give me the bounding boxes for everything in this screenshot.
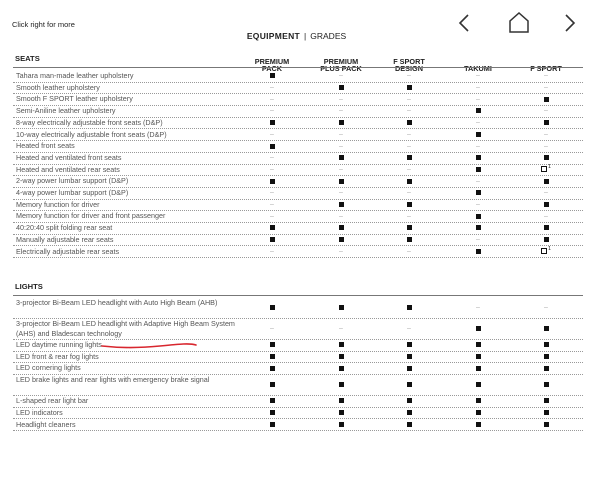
not-available-mark — [521, 82, 571, 94]
standard-mark — [316, 82, 366, 94]
row-label: Headlight cleaners — [16, 419, 76, 429]
not-available-mark — [316, 164, 366, 176]
standard-mark — [384, 419, 434, 431]
section-divider — [13, 295, 583, 296]
dash: – — [544, 84, 548, 92]
standard-mark — [247, 222, 297, 234]
not-available-mark — [247, 82, 297, 94]
dash: – — [270, 84, 274, 92]
table-row — [13, 318, 583, 340]
standard-mark — [521, 199, 571, 211]
dash: – — [407, 247, 411, 255]
standard-mark — [453, 222, 503, 234]
row-label: 2-way power lumbar support (D&P) — [16, 176, 129, 186]
table-row — [13, 419, 583, 432]
dash: – — [270, 189, 274, 197]
standard-mark — [247, 407, 297, 419]
row-label: LED indicators — [16, 407, 63, 417]
dash: – — [476, 236, 480, 244]
standard-mark — [521, 374, 571, 395]
standard-mark — [521, 339, 571, 351]
table-row — [13, 374, 583, 396]
row-label: 8-way electrically adjustable front seats (D&P) — [16, 117, 163, 127]
not-available-mark — [247, 93, 297, 105]
not-available-mark — [316, 246, 366, 258]
dash: – — [407, 107, 411, 115]
column-header-line: PREMIUM — [254, 56, 290, 66]
not-available-mark — [316, 187, 366, 199]
dash: – — [339, 95, 343, 103]
row-label: 3-projector Bi-Beam LED headlight with Auto High Beam (AHB) — [16, 298, 218, 307]
standard-mark — [521, 234, 571, 246]
row-label: Smooth F SPORT leather upholstery — [16, 94, 133, 104]
standard-mark — [247, 339, 297, 351]
standard-mark — [453, 246, 503, 258]
standard-mark — [316, 419, 366, 431]
not-available-mark — [384, 140, 434, 152]
standard-mark — [247, 140, 297, 152]
not-available-mark — [247, 105, 297, 117]
standard-mark — [521, 117, 571, 129]
standard-mark — [247, 419, 297, 431]
optional-mark — [521, 164, 571, 176]
standard-mark — [453, 210, 503, 222]
standard-mark — [521, 222, 571, 234]
standard-mark — [384, 407, 434, 419]
standard-mark — [453, 318, 503, 339]
standard-mark — [521, 351, 571, 363]
optional-mark — [521, 246, 571, 258]
not-available-mark — [316, 93, 366, 105]
dash: – — [476, 119, 480, 127]
standard-mark — [384, 362, 434, 374]
dash: – — [270, 165, 274, 173]
section-divider — [13, 67, 583, 68]
standard-mark — [316, 339, 366, 351]
standard-mark — [453, 164, 503, 176]
dash: – — [407, 189, 411, 197]
dash: – — [270, 201, 274, 209]
red-underline-annotation — [100, 339, 200, 351]
tab-equipment[interactable]: EQUIPMENT — [246, 31, 301, 41]
standard-mark — [316, 362, 366, 374]
standard-mark — [316, 117, 366, 129]
row-label: 4-way power lumbar support (D&P) — [16, 188, 129, 197]
standard-mark — [521, 93, 571, 105]
not-available-mark — [247, 129, 297, 141]
dash: – — [339, 165, 343, 173]
standard-mark — [453, 105, 503, 117]
standard-mark — [384, 351, 434, 363]
standard-mark — [247, 234, 297, 246]
dash: – — [339, 247, 343, 255]
not-available-mark — [384, 93, 434, 105]
standard-mark — [316, 395, 366, 407]
dash: – — [407, 165, 411, 173]
standard-mark — [521, 175, 571, 187]
not-available-mark — [384, 164, 434, 176]
standard-mark — [384, 175, 434, 187]
not-available-mark — [384, 187, 434, 199]
standard-mark — [453, 152, 503, 164]
standard-mark — [453, 395, 503, 407]
standard-mark — [316, 234, 366, 246]
standard-mark — [384, 152, 434, 164]
dash: – — [339, 212, 343, 220]
home-icon[interactable] — [507, 11, 531, 35]
row-label: LED brake lights and rear lights with emergency brake signal — [16, 375, 210, 385]
standard-mark — [316, 152, 366, 164]
row-label: Memory function for driver — [16, 199, 100, 209]
not-available-mark — [247, 199, 297, 211]
standard-mark — [316, 407, 366, 419]
standard-mark — [316, 374, 366, 395]
not-available-mark — [453, 82, 503, 94]
dash: – — [544, 189, 548, 197]
row-label: LED front & rear fog lights — [16, 351, 99, 361]
standard-mark — [384, 117, 434, 129]
dash: – — [270, 325, 274, 332]
column-header-line: PACK — [261, 64, 283, 74]
row-label: 3-projector Bi-Beam LED headlight with Adaptive High Beam System (AHS) and Bladescan technology — [16, 319, 235, 338]
standard-mark — [453, 351, 503, 363]
standard-mark — [521, 407, 571, 419]
standard-mark — [247, 395, 297, 407]
tab-separator: | — [304, 31, 307, 41]
not-available-mark — [247, 318, 297, 339]
not-available-mark — [453, 175, 503, 187]
standard-mark — [316, 351, 366, 363]
standard-mark — [521, 395, 571, 407]
standard-mark — [316, 222, 366, 234]
not-available-mark — [384, 318, 434, 339]
dash: – — [270, 107, 274, 115]
standard-mark — [247, 374, 297, 395]
standard-mark — [316, 199, 366, 211]
standard-mark — [384, 234, 434, 246]
tabs — [0, 31, 593, 41]
dash: – — [544, 304, 548, 311]
standard-mark — [384, 297, 434, 318]
standard-mark — [247, 297, 297, 318]
footnote-marker: 1 — [548, 246, 551, 253]
not-available-mark — [384, 105, 434, 117]
standard-mark — [384, 222, 434, 234]
table-row — [13, 297, 583, 319]
not-available-mark — [521, 210, 571, 222]
dash: – — [476, 95, 480, 103]
not-available-mark — [384, 210, 434, 222]
standard-mark — [453, 339, 503, 351]
dash: – — [339, 142, 343, 150]
not-available-mark — [384, 129, 434, 141]
dash: – — [544, 130, 548, 138]
standard-mark — [247, 117, 297, 129]
not-available-mark — [453, 93, 503, 105]
not-available-mark — [453, 117, 503, 129]
click-hint: Click right for more — [12, 20, 75, 29]
standard-mark — [247, 70, 297, 82]
dash: – — [339, 130, 343, 138]
dash: – — [407, 142, 411, 150]
not-available-mark — [453, 297, 503, 318]
row-label: Memory function for driver and front passenger — [16, 211, 166, 221]
standard-mark — [384, 395, 434, 407]
not-available-mark — [316, 105, 366, 117]
row-label: 40:20:40 split folding rear seat — [16, 223, 113, 233]
section-title: LIGHTS — [15, 282, 43, 291]
column-header-line: PREMIUM — [323, 56, 359, 66]
standard-mark — [453, 419, 503, 431]
row-label: Semi-Aniline leather upholstery — [16, 106, 116, 116]
standard-mark — [453, 362, 503, 374]
row-label: Electrically adjustable rear seats — [16, 246, 120, 256]
not-available-mark — [521, 297, 571, 318]
dash: – — [270, 95, 274, 103]
dash: – — [476, 72, 480, 80]
dash: – — [476, 84, 480, 92]
dash: – — [544, 72, 548, 80]
not-available-mark — [521, 140, 571, 152]
dash: – — [407, 212, 411, 220]
dash: – — [476, 142, 480, 150]
dash: – — [270, 130, 274, 138]
not-available-mark — [247, 246, 297, 258]
row-label: 10-way electrically adjustable front seats (D&P) — [16, 129, 167, 139]
dash: – — [407, 72, 411, 80]
row-label: LED cornering lights — [16, 363, 81, 373]
dash: – — [339, 72, 343, 80]
standard-mark — [384, 374, 434, 395]
dash: – — [544, 107, 548, 115]
chevron-left-icon[interactable] — [456, 12, 472, 34]
dash: – — [270, 154, 274, 162]
not-available-mark — [521, 129, 571, 141]
not-available-mark — [384, 70, 434, 82]
dash: – — [339, 325, 343, 332]
table-row — [13, 246, 583, 259]
footnote-marker: 1 — [548, 164, 551, 171]
standard-mark — [521, 318, 571, 339]
standard-mark — [453, 129, 503, 141]
section-title: SEATS — [15, 54, 40, 63]
tab-grades[interactable]: GRADES — [310, 31, 347, 41]
dash: – — [339, 107, 343, 115]
not-available-mark — [316, 70, 366, 82]
not-available-mark — [521, 70, 571, 82]
dash: – — [407, 325, 411, 332]
not-available-mark — [316, 210, 366, 222]
not-available-mark — [247, 210, 297, 222]
row-label: Smooth leather upholstery — [16, 82, 100, 92]
column-header-line: PLUS PACK — [320, 64, 362, 74]
row-label: Heated and ventilated front seats — [16, 152, 122, 162]
row-label: L-shaped rear light bar — [16, 396, 89, 406]
standard-mark — [521, 419, 571, 431]
row-label: Manually adjustable rear seats — [16, 234, 114, 244]
dash: – — [270, 212, 274, 220]
standard-mark — [453, 374, 503, 395]
column-header-line: TAKUMI — [464, 64, 492, 74]
standard-mark — [521, 152, 571, 164]
dash: – — [544, 212, 548, 220]
standard-mark — [384, 82, 434, 94]
not-available-mark — [247, 187, 297, 199]
standard-mark — [521, 362, 571, 374]
column-header-line: F SPORT — [530, 64, 562, 74]
dash: – — [339, 189, 343, 197]
standard-mark — [316, 175, 366, 187]
standard-mark — [247, 175, 297, 187]
not-available-mark — [247, 152, 297, 164]
not-available-mark — [453, 234, 503, 246]
not-available-mark — [521, 105, 571, 117]
not-available-mark — [316, 129, 366, 141]
standard-mark — [384, 339, 434, 351]
not-available-mark — [316, 318, 366, 339]
dash: – — [407, 95, 411, 103]
not-available-mark — [453, 199, 503, 211]
column-header-line: DESIGN — [395, 64, 423, 74]
standard-mark — [453, 187, 503, 199]
dash: – — [270, 247, 274, 255]
dash: – — [476, 304, 480, 311]
chevron-right-icon[interactable] — [562, 12, 578, 34]
standard-mark — [316, 297, 366, 318]
not-available-mark — [453, 70, 503, 82]
not-available-mark — [384, 246, 434, 258]
dash: – — [544, 142, 548, 150]
not-available-mark — [316, 140, 366, 152]
not-available-mark — [247, 164, 297, 176]
row-label: Tahara man-made leather upholstery — [16, 71, 134, 80]
row-label: Heated and ventilated rear seats — [16, 164, 120, 174]
not-available-mark — [521, 187, 571, 199]
standard-mark — [247, 362, 297, 374]
not-available-mark — [453, 140, 503, 152]
dash: – — [476, 201, 480, 209]
dash: – — [476, 177, 480, 185]
column-header-line: F SPORT — [393, 56, 425, 66]
standard-mark — [384, 199, 434, 211]
row-label: Heated front seats — [16, 141, 75, 151]
standard-mark — [453, 407, 503, 419]
dash: – — [407, 130, 411, 138]
standard-mark — [247, 351, 297, 363]
row-label: LED daytime running lights — [16, 340, 102, 349]
